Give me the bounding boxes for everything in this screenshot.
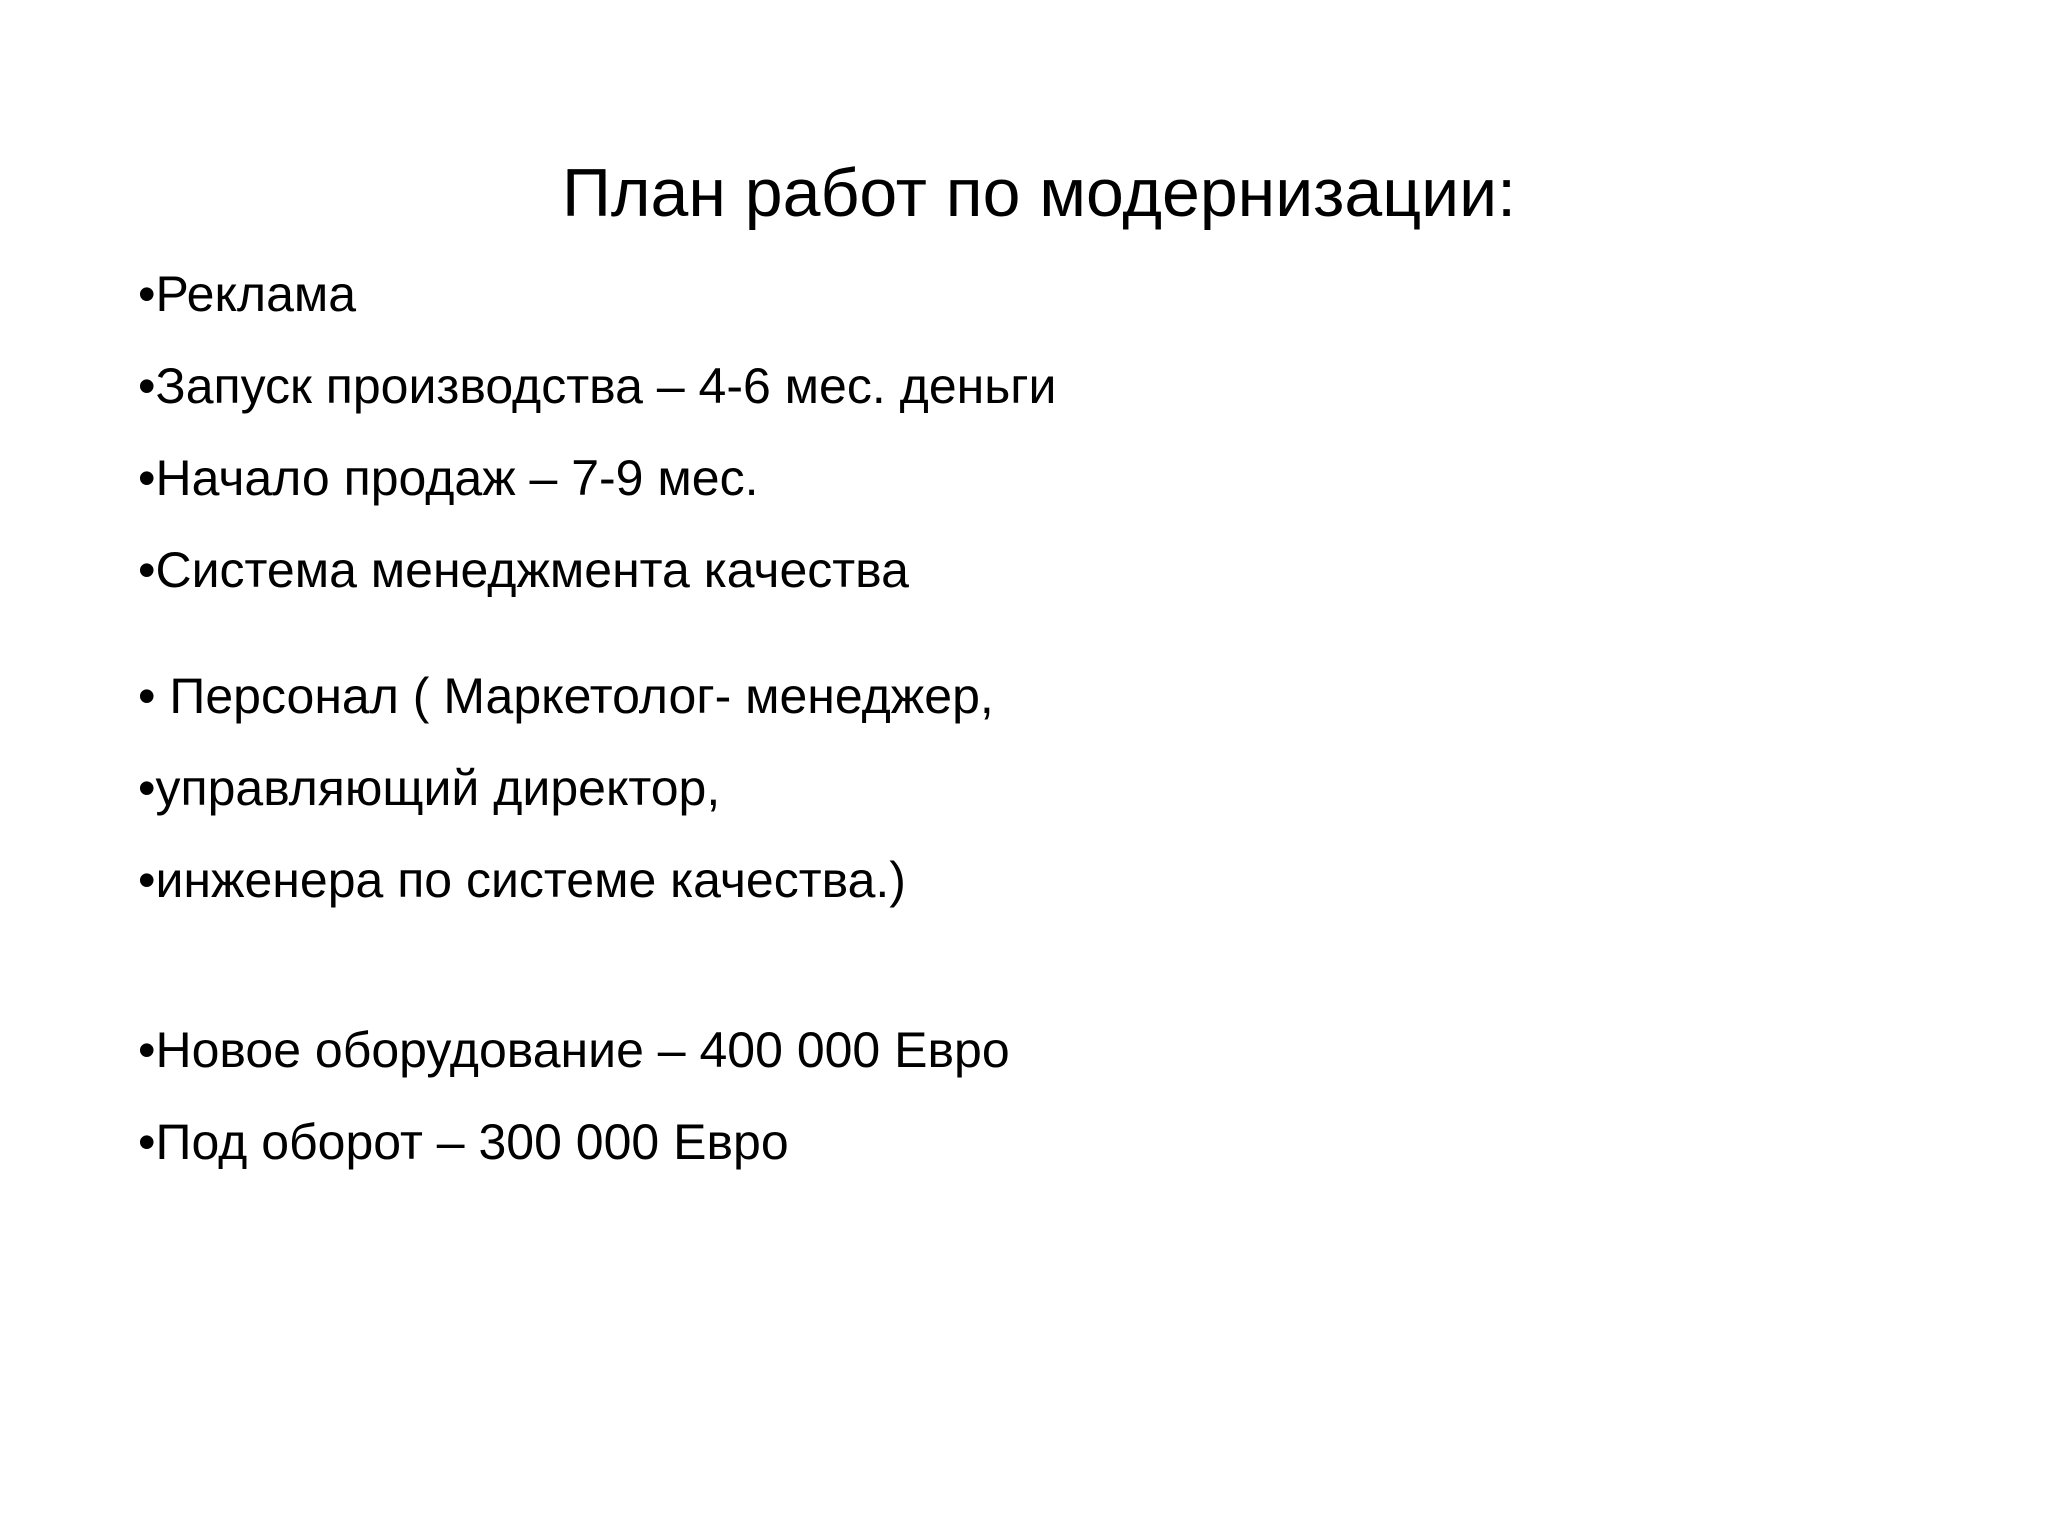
list-item: •Запуск производства – 4-6 мес. деньги	[138, 358, 1057, 414]
list-item: •Начало продаж – 7-9 мес.	[138, 450, 759, 506]
list-item: •Новое оборудование – 400 000 Евро	[138, 1022, 1010, 1078]
list-item: •управляющий директор,	[138, 760, 721, 816]
list-item: •Система менеджмента качества	[138, 542, 909, 598]
list-item: •инженера по системе качества.)	[138, 852, 906, 908]
slide-title: План работ по модернизации:	[561, 155, 1517, 231]
list-item: •Под оборот – 300 000 Евро	[138, 1114, 789, 1170]
list-item: • Персонал ( Маркетолог- менеджер,	[138, 668, 994, 724]
list-item: •Реклама	[138, 266, 357, 322]
